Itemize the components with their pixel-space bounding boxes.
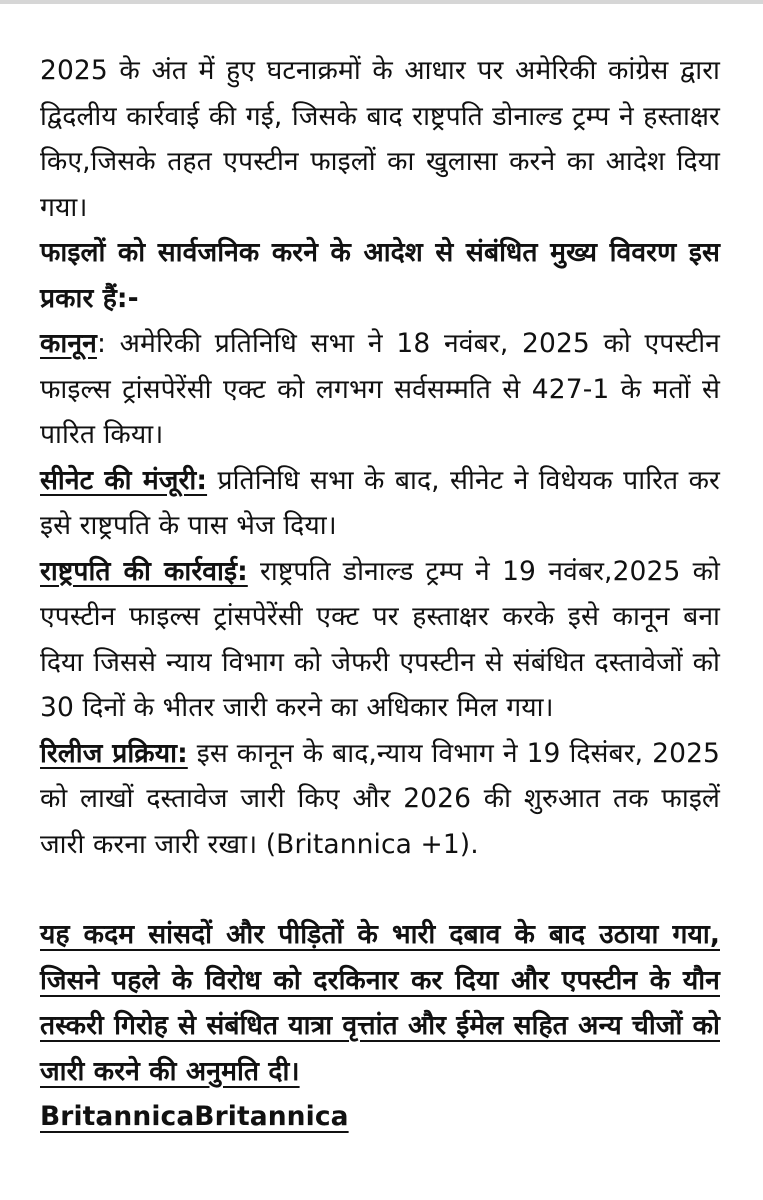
paragraph-gap [40, 867, 720, 912]
detail-text-president: राष्ट्रपति डोनाल्ड ट्रम्प ने 19 नवंबर,2025 को एपस्टीन फाइल्स ट्रांसपेरेंसी एक्ट पर हस्ताक्षर करके इसे कानून बना दिया जिससे न्याय विभाग को जेफरी एपस्टीन से संबंधित दस्तावेजों को 30 दिनों के भीतर जारी करने का अधिकार मिल गया। [40, 555, 720, 723]
detail-text-release: इस कानून के बाद,न्याय विभाग ने 19 दिसंबर, 2025 को लाखों दस्तावेज जारी किए और 2026 की शुरुआत तक फाइलें जारी करना जारी रखा। (Britannica +1). [40, 737, 720, 860]
detail-text-senate: प्रतिनिधि सभा के बाद, सीनेट ने विधेयक पारित कर इसे राष्ट्रपति के पास भेज दिया। [40, 464, 720, 541]
closing-paragraph [40, 912, 720, 1140]
detail-text-law: अमेरिकी प्रतिनिधि सभा ने 18 नवंबर, 2025 को एपस्टीन फाइल्स ट्रांसपेरेंसी एक्ट को लगभग सर्वसम्मति से 427-1 के मतों से पारित किया। [40, 328, 720, 450]
detail-label-president: राष्ट्रपति की कार्रवाई: [40, 555, 248, 587]
detail-label-release: रिलीज प्रक्रिया: [40, 737, 188, 769]
section-heading: फाइलों को सार्वजनिक करने के आदेश से संबंधित मुख्य विवरण इस प्रकार हैं:- [40, 237, 720, 314]
detail-item-law [40, 321, 720, 458]
detail-separator-law: : [96, 328, 106, 359]
detail-label-law: कानून [40, 328, 97, 359]
detail-item-senate [40, 458, 720, 549]
intro-paragraph: 2025 के अंत में हुए घटनाक्रमों के आधार पर अमेरिकी कांग्रेस द्वारा द्विदलीय कार्रवाई की गई, जिसके बाद राष्ट्रपति डोनाल्ड ट्रम्प ने हस्ताक्षर किए,जिसके तहत एपस्टीन फाइलों का खुलासा करने का आदेश दिया गया। [40, 55, 720, 223]
detail-label-senate: सीनेट की मंजूरी: [40, 464, 208, 496]
article-body [40, 48, 720, 1140]
closing-text: यह कदम सांसदों और पीड़ितों के भारी दबाव के बाद उठाया गया, जिसने पहले के विरोध को दरकिनार कर दिया और एपस्टीन के यौन तस्करी गिरोह से संबंधित यात्रा वृत्तांत और ईमेल सहित अन्य चीजों को जारी करने की अनुमति दी। [40, 919, 720, 1087]
detail-item-president [40, 549, 720, 731]
source-citation: BritannicaBritannica [40, 1101, 349, 1132]
top-divider [0, 0, 763, 4]
detail-item-release [40, 731, 720, 868]
